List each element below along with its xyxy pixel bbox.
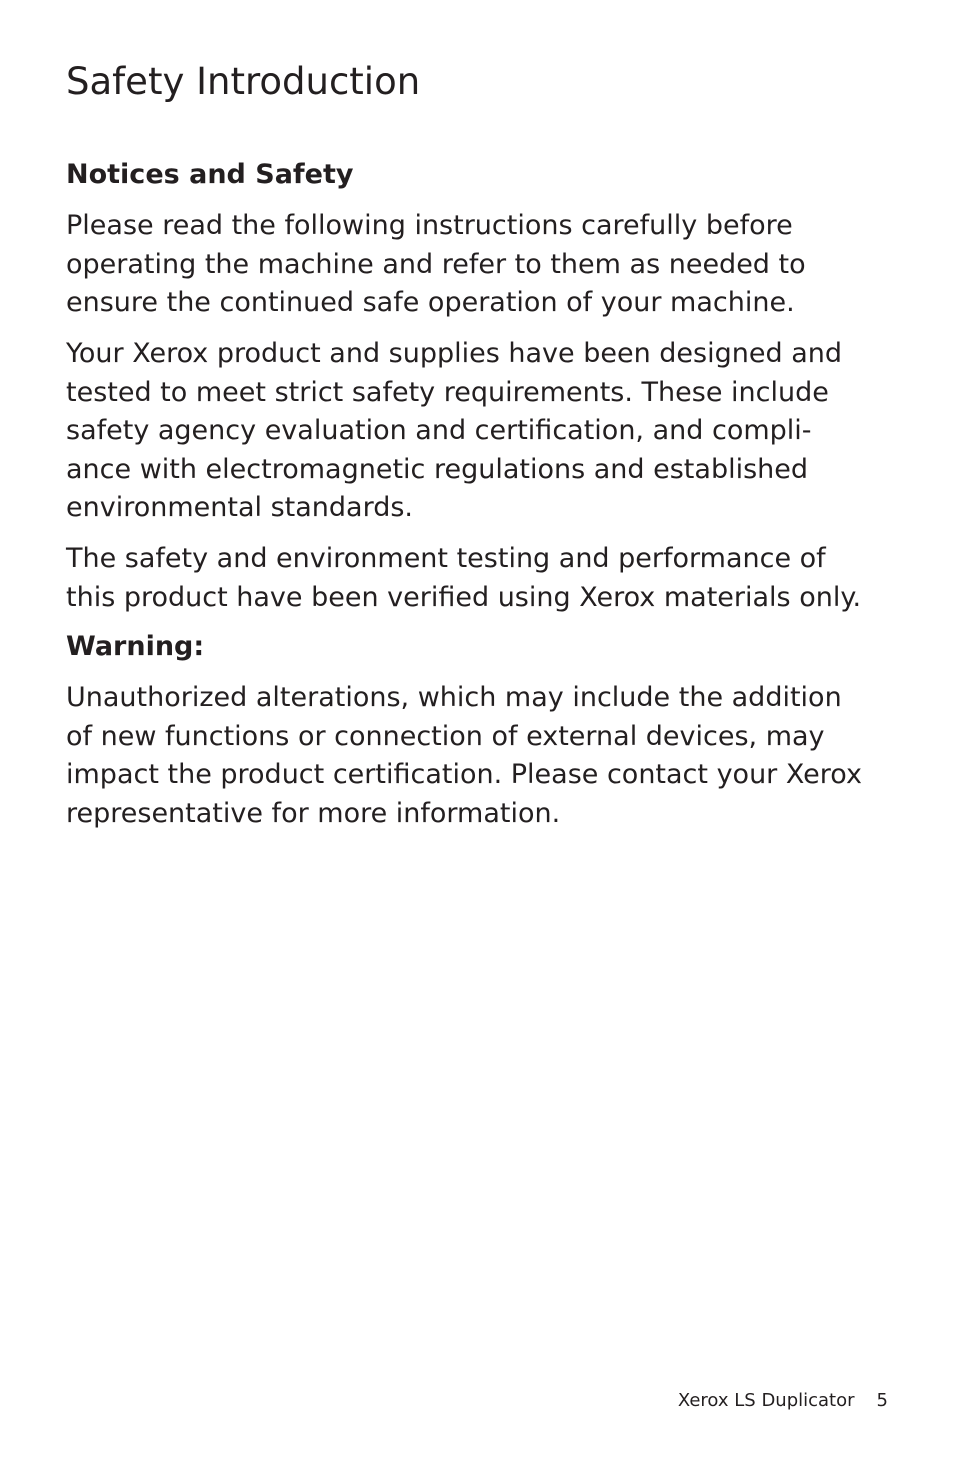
footer-product-name: Xerox LS Duplicator <box>677 1390 855 1411</box>
notices-paragraph-1 <box>66 207 806 323</box>
page-title: Safety Introduction <box>66 60 421 103</box>
text-line: Please read the following instructions carefully before <box>66 210 793 241</box>
text-line: Your Xerox product and supplies have been designed and <box>66 338 842 369</box>
text-line: ensure the continued safe operation of your machine. <box>66 287 795 318</box>
warning-paragraph <box>66 679 862 833</box>
text-line: impact the product certification. Please contact your Xerox <box>66 759 862 790</box>
section-heading-warning: Warning: <box>66 631 205 662</box>
text-line: environmental standards. <box>66 492 413 523</box>
text-line: of new functions or connection of external devices, may <box>66 720 825 752</box>
text-line: tested to meet strict safety requirements. These include <box>66 376 829 408</box>
text-line: safety agency evaluation and certification, and compli- <box>66 415 812 446</box>
text-line: representative for more information. <box>66 797 561 829</box>
text-line: The safety and environment testing and performance of <box>66 543 826 574</box>
notices-paragraph-3 <box>66 540 861 617</box>
page-footer <box>678 1388 888 1414</box>
page-number: 5 <box>876 1390 888 1411</box>
text-line: Unauthorized alterations, which may include the addition <box>66 682 842 713</box>
notices-paragraph-2 <box>66 335 842 528</box>
text-line: operating the machine and refer to them as needed to <box>66 248 806 280</box>
text-line: ance with electromagnetic regulations and established <box>66 453 809 485</box>
text-line: this product have been verified using Xerox materials only. <box>66 581 862 613</box>
section-heading-notices: Notices and Safety <box>66 159 354 190</box>
